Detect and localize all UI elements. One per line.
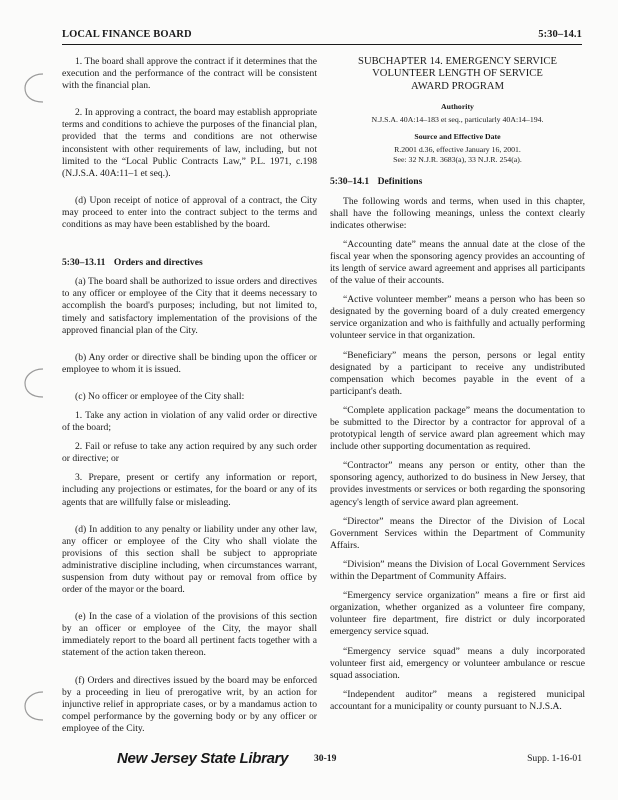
definition: “Active volunteer member” means a person who has been so designated by the governing board of a duly created emergency service organization and who is faithfully and actually performing volunteer service in that organization. [330, 294, 585, 342]
supplement-date: Supp. 1-16-01 [527, 753, 582, 764]
left-column [62, 56, 317, 742]
definition: “Complete application package” means the documentation to be submitted to the Director by a contractor for approval of a prototypical length of service award plan agreement which may include other supporting documentation as required. [330, 404, 585, 453]
source-text [330, 145, 585, 165]
definition: “Director” means the Director of the Division of Local Government Services within the Department of Community Affairs. [330, 515, 585, 551]
paragraph: (b) Any order or directive shall be binding upon the officer or employee to whom it is issued. [62, 351, 317, 375]
section-heading [62, 257, 317, 269]
header-title: LOCAL FINANCE BOARD [62, 29, 192, 40]
library-stamp: New Jersey State Library [117, 750, 289, 767]
paragraph: (f) Orders and directives issued by the board may be enforced by a proceeding in lieu of prerogative writ, by an action for injunctive relief in appropriate cases, or by a mandamus action to compel performance by the governing body or by any officer or employee of the City. [62, 674, 317, 734]
definition: “Contractor” means any person or entity, other than the sponsoring agency, authorized to do business in New Jersey, that provides investments or services or both regarding the sponsoring agency's length of service award plan agreement. [330, 460, 585, 508]
definition: “Beneficiary” means the person, persons or legal entity designated by a participant to receive any undistributed compensation which becomes payable in the event of a participant's death. [330, 349, 585, 397]
running-header [62, 28, 582, 45]
definition: “Accounting date” means the annual date at the close of the fiscal year when the sponsoring agency provides an accounting of its length of service award agreement and apprises all participants of the value of their accounts. [330, 238, 585, 287]
page-number: 30-19 [314, 753, 337, 764]
section-title: Orders and directives [113, 257, 203, 269]
subchapter-line: SUBCHAPTER 14. EMERGENCY SERVICE [358, 56, 557, 67]
page-footer [62, 751, 582, 771]
section-number: 5:30–13.11 [62, 257, 106, 269]
right-column [330, 56, 585, 720]
authority-heading: Authority [441, 102, 474, 112]
paragraph: (c) No officer or employee of the City shall: [75, 390, 245, 402]
section-heading [330, 176, 585, 188]
paragraph: (a) The board shall be authorized to issue orders and directives to any officer or employee of the City that it deems necessary to accomplish the board's purposes; including, but not limited to, timely and satisfactory implementation of the provisions of the approved financial plan of the City. [62, 276, 317, 336]
paragraph: The following words and terms, when used in this chapter, shall have the following meanings, unless the context clearly indicates otherwise: [330, 195, 585, 231]
definition: “Division” means the Division of Local Government Services within the Department of Community Affairs. [330, 558, 585, 583]
section-number: 5:30–14.1 [330, 176, 370, 188]
paragraph: 3. Prepare, present or certify any information or report, including any projections or estimates, for the board or any of its agents that are willfully false or misleading. [62, 472, 317, 508]
punch-hole-icon [21, 688, 51, 724]
definition: “Independent auditor” means a registered municipal accountant for a municipality or county pursuant to N.J.S.A. [330, 688, 585, 712]
source-line: See: 32 N.J.R. 3683(a), 33 N.J.R. 254(a). [393, 155, 522, 165]
subchapter-line: AWARD PROGRAM [410, 80, 505, 92]
section-title: Definitions [377, 176, 423, 188]
paragraph: 1. Take any action in violation of any valid order or directive of the board; [62, 409, 317, 434]
definition: “Emergency service squad” means a duly incorporated volunteer first aid, emergency or volunteer ambulance or rescue squad association. [330, 645, 585, 681]
header-section-number: 5:30–14.1 [538, 29, 582, 40]
definition: “Emergency service organization” means a fire or first aid organization, whether organized as a volunteer fire company, volunteer fire department, fire district or duly incorporated emergency service squad. [330, 590, 585, 638]
paragraph: 1. The board shall approve the contract if it determines that the execution and the performance of the contract will be consistent with the financial plan. [62, 56, 317, 92]
source-line: R.2001 d.36, effective January 16, 2001. [394, 145, 521, 155]
paragraph: 2. Fail or refuse to take any action required by any such order or directive; or [62, 441, 317, 465]
paragraph: (d) In addition to any penalty or liability under any other law, any officer or employee of the City who shall violate the provisions of this section shall be subject to appropriate administrative discipline including, when circumstances warrant, suspension from duty without pay or removal from office by order of the mayor or the board. [62, 523, 317, 596]
subchapter-line: VOLUNTEER LENGTH OF SERVICE [372, 68, 543, 80]
paragraph: (e) In the case of a violation of the provisions of this section by an officer or employee of the City, the mayor shall immediately report to the board all pertinent facts together with a statement of the action taken thereon. [62, 611, 317, 659]
paragraph: 2. In approving a contract, the board may establish appropriate terms and conditions to achieve the purposes of the financial plan, provided that the terms and conditions are not otherwise inconsistent with other requirements of law, including, but not limited to the “Local Public Contracts Law,” P.L. 1971, c.198 (N.J.S.A. 40A:11–1 et seq.). [62, 107, 317, 179]
authority-text: N.J.S.A. 40A:14–183 et seq., particularly 40A:14–194. [371, 115, 544, 125]
punch-hole-icon [21, 70, 51, 106]
source-heading: Source and Effective Date [414, 132, 501, 142]
punch-hole-icon [21, 365, 51, 401]
paragraph: (d) Upon receipt of notice of approval of a contract, the City may proceed to enter into the contract subject to the terms and conditions as may have been established by the board. [62, 194, 317, 231]
subchapter-heading [330, 56, 585, 93]
